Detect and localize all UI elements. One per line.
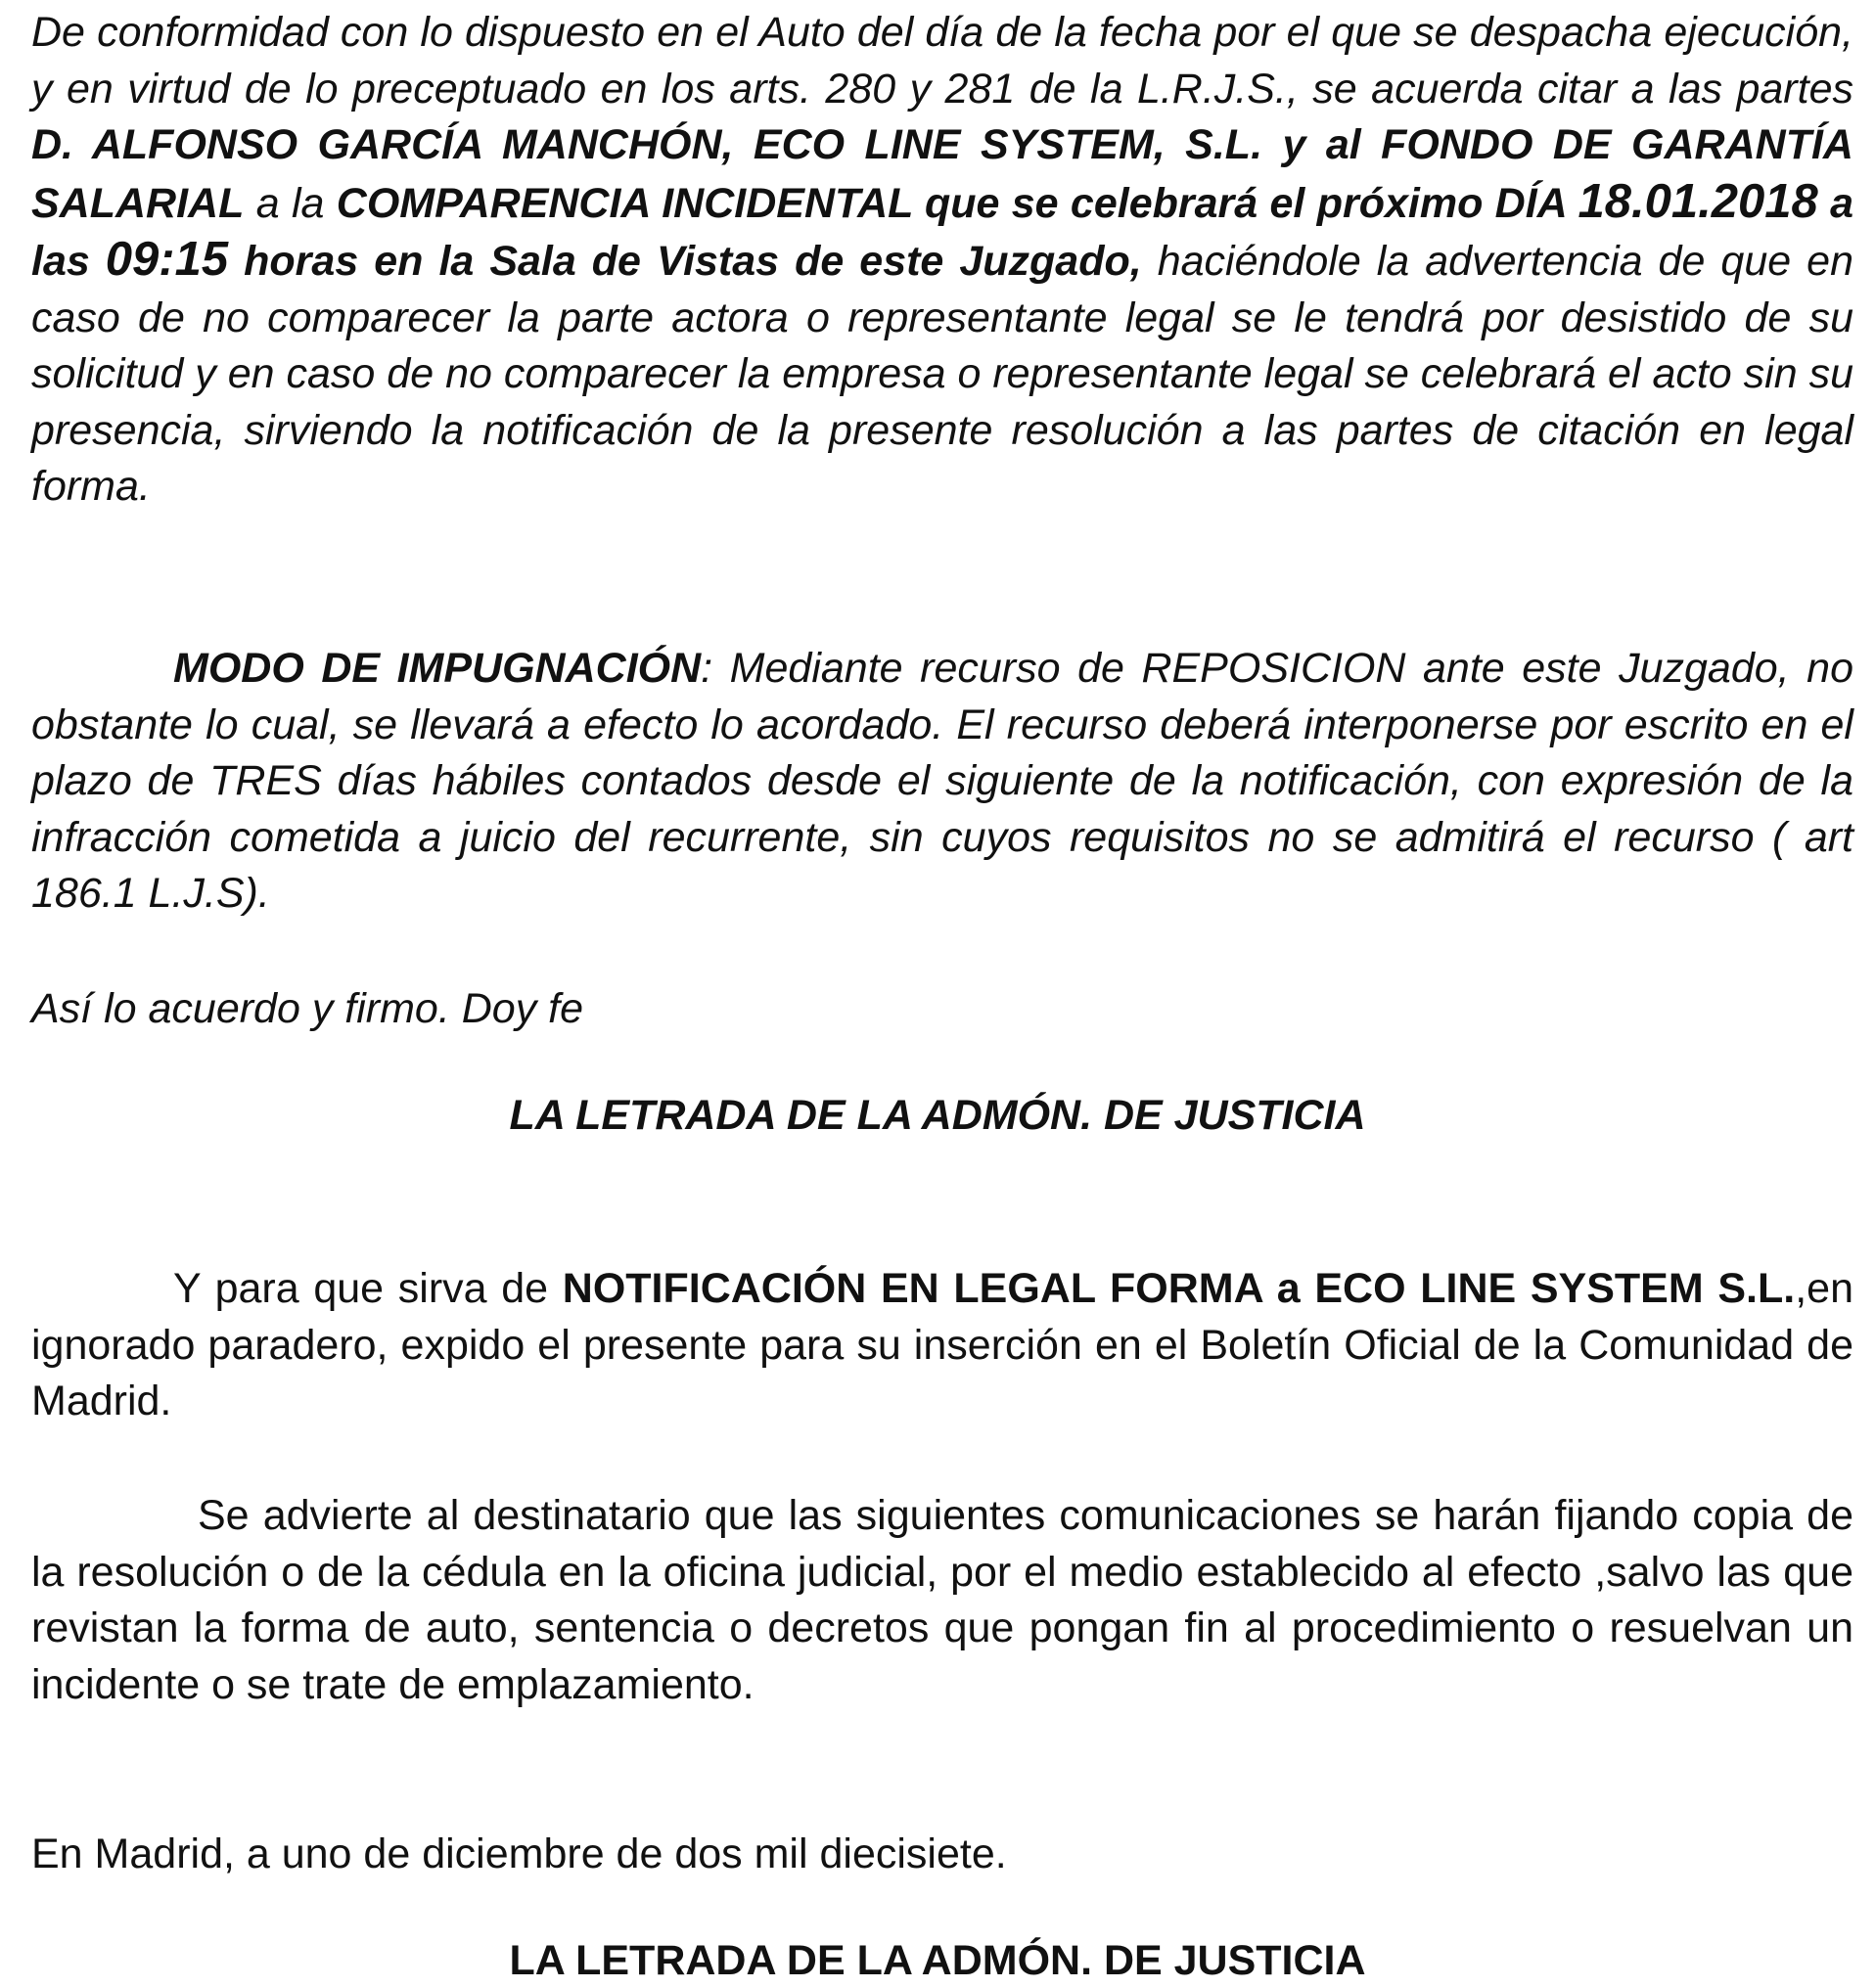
signature-heading-1: LA LETRADA DE LA ADMÓN. DE JUSTICIA [509,1092,1366,1139]
signature-heading-2: LA LETRADA DE LA ADMÓN. DE JUSTICIA [509,1937,1366,1984]
comparecencia-label: COMPARENCIA INCIDENTAL que se celebrará el próximo DÍA [336,179,1578,227]
hearing-place: horas en la Sala de Vistas de este Juzgado, [228,238,1142,285]
impugnacion-label: MODO DE IMPUGNACIÓN [173,645,702,692]
impugnacion-paragraph [31,641,1853,923]
parties-names: D. ALFONSO GARCÍA MANCHÓN, ECO LINE SYSTEM, S.L. y al FONDO DE GARANTÍA SALARIAL [31,121,1853,227]
notificacion-paragraph [31,1261,1853,1430]
notificacion-text-2: a [1262,1265,1315,1312]
hearing-date: 18.01.2018 [1578,174,1818,228]
impugnacion-text: : Mediante recurso de REPOSICION ante este Juzgado, no obstante lo cual, se llevará a efecto lo acordado. El recurso deberá interponerse por escrito en el plazo de TRES días hábiles contados desde el siguiente de la notificación, con expresión de la infracción cometida a juicio del recurrente, sin cuyos requisitos no se admitirá el recurso ( art 186.1 L.J.S). [31,645,1853,917]
hearing-time: 09:15 [105,233,229,286]
citation-text-1: De conformidad con lo dispuesto en el Auto del día de la fecha por el que se despacha ejecución, y en virtud de lo preceptuado en los arts. 280 y 281 de la L.R.J.S., se acuerda citar a las partes [31,9,1853,113]
citation-paragraph [31,5,1853,516]
a-las-text: a las [31,179,1853,285]
date-line: En Madrid, a uno de diciembre de dos mil diecisiete. [31,1830,1007,1877]
company-name: ECO LINE SYSTEM S.L. [1314,1265,1796,1312]
notificacion-label: NOTIFICACIÓN EN LEGAL FORMA [562,1265,1263,1312]
notificacion-text-1: Y para que sirva de [173,1265,563,1312]
citation-text-3: haciéndole la advertencia de que en caso de no comparecer la parte actora o representante legal se le tendrá por desistido de su solicitud y en caso de no comparecer la empresa o representante legal se celebrará el acto sin su presencia, sirviendo la notificación de la presente resolución a las partes de citación en legal forma. [31,238,1853,510]
advertencia-paragraph: Se advierte al destinatario que las siguientes comunicaciones se harán fijando copia de la resolución o de la cédula en la oficina judicial, por el medio establecido al efecto ,salvo las que revistan la forma de auto, sentencia o decretos que pongan fin al procedimiento o resuelvan un incidente o se trate de emplazamiento. [31,1492,1853,1708]
citation-text-2: a la [244,179,337,227]
notificacion-text-3: ,en ignorado paradero, expido el presente para su inserción en el Boletín Oficial de la Comunidad de Madrid. [31,1265,1853,1424]
closing-statement: Así lo acuerdo y firmo. Doy fe [31,985,583,1032]
